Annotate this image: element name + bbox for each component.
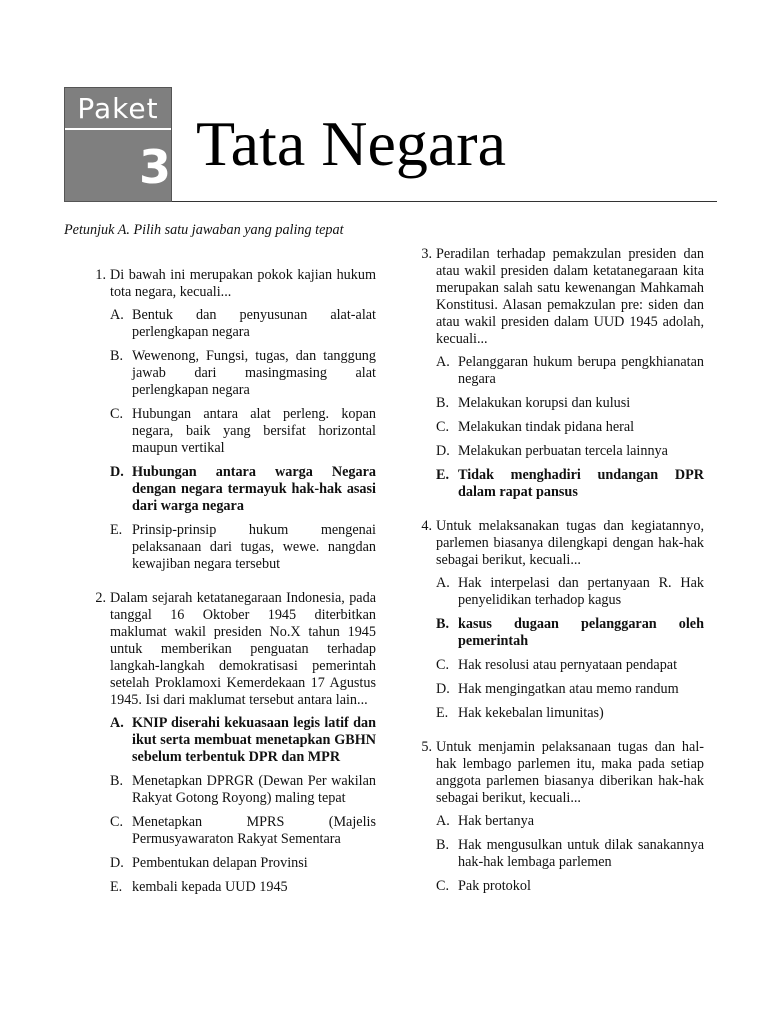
- option-letter: C.: [110, 814, 124, 830]
- option-text: Wewenong, Fungsi, tugas, dan tanggung jawab dari masingmasing alat perlengkapan negara: [132, 348, 376, 398]
- answer-option: [110, 307, 376, 341]
- option-text: Hak mengingatkan atau memo randum: [458, 681, 679, 697]
- answer-option: [110, 406, 376, 457]
- option-letter: A.: [436, 575, 450, 591]
- answer-option: [110, 855, 376, 872]
- option-text: Prinsip-prinsip hukum mengenai pelaksanaan dari tugas, wewe. nangdan kewajiban negara tersebut: [132, 522, 376, 572]
- title-underline: [172, 201, 717, 202]
- question-text: Dalam sejarah ketatanegaraan Indonesia, pada tanggal 16 Oktober 1945 diterbitkan maklumat wakil presiden No.X tahun 1945 untuk memberikan penguatan terhadap langkah-langkah demokratisasi pemerintah setelah Proklamoxi Kemerdekaan 17 Agustus 1945. Isi dari maklumat tersebut antara lain...: [110, 590, 376, 708]
- option-letter: C.: [436, 419, 450, 435]
- answer-option: [436, 878, 704, 895]
- left-question-list: [64, 267, 376, 903]
- page-title: Tata Negara: [196, 108, 506, 179]
- question-item: [64, 590, 376, 903]
- option-letter: E.: [436, 705, 449, 721]
- option-letter: D.: [436, 443, 450, 459]
- question-item: [412, 246, 704, 508]
- option-text: Hak mengusulkan untuk dilak sanakannya hak-hak lembaga parlemen: [458, 837, 704, 870]
- option-letter: B.: [436, 395, 450, 411]
- answer-option: [110, 348, 376, 399]
- option-letter: C.: [110, 406, 124, 422]
- option-letter: D.: [436, 681, 450, 697]
- question-number: 5.: [421, 739, 432, 755]
- option-text: Hubungan antara alat perleng. kopan negara, baik yang bersifat horizontal maupun vertikal: [132, 406, 376, 456]
- option-letter: E.: [436, 467, 450, 483]
- answer-option: [436, 395, 704, 412]
- option-text: Pelanggaran hukum berupa pengkhianatan negara: [458, 354, 704, 387]
- answer-option: [110, 522, 376, 573]
- answer-option: [436, 705, 704, 722]
- question-number: 1.: [95, 267, 106, 283]
- option-text: Tidak menghadiri undangan DPR dalam rapat pansus: [458, 467, 704, 500]
- question-body: [436, 518, 704, 729]
- option-text: Hak interpelasi dan pertanyaan R. Hak penyelidikan terhadop kagus: [458, 575, 704, 608]
- question-body: [436, 246, 704, 508]
- option-text: Hubungan antara warga Negara dengan negara termayuk hak-hak asasi dari warga negara: [132, 464, 376, 514]
- option-letter: A.: [110, 715, 124, 731]
- option-text: Menetapkan MPRS (Majelis Permusyawaraton Rakyat Sementara: [132, 814, 376, 847]
- option-text: Melakukan tindak pidana heral: [458, 419, 635, 435]
- option-letter: A.: [436, 813, 450, 829]
- answer-option: [436, 467, 704, 501]
- paket-label: Paket: [65, 88, 171, 130]
- option-letter: D.: [110, 855, 124, 871]
- question-body: [110, 267, 376, 580]
- option-letter: A.: [436, 354, 450, 370]
- question-text: Untuk melaksanakan tugas dan kegiatannyo, parlemen biasanya dilengkapi dengan hak-hak sebagai berikut, kecuali...: [436, 518, 704, 568]
- paket-number: 3: [138, 140, 171, 194]
- option-text: KNIP diserahi kekuasaan legis latif dan ikut serta membuat menetapkan GBHN sebelum terbentuk DPR dan MPR: [132, 715, 376, 765]
- paket-badge: [64, 87, 172, 202]
- option-letter: B.: [436, 616, 450, 632]
- answer-option: [110, 773, 376, 807]
- option-text: kasus dugaan pelanggaran oleh pemerintah: [458, 616, 704, 649]
- question-text: Untuk menjamin pelaksanaan tugas dan hal-hak lembago parlemen itu, maka pada setiap anggota parlemen biasanya diberikan hak-hak sebagai berikut, kecuali...: [436, 739, 704, 806]
- answer-option: [436, 681, 704, 698]
- answer-option: [436, 419, 704, 436]
- answer-option: [436, 575, 704, 609]
- question-body: [110, 590, 376, 903]
- right-column: [412, 246, 704, 912]
- option-letter: E.: [110, 879, 123, 895]
- option-text: Melakukan korupsi dan kulusi: [458, 395, 631, 411]
- option-letter: D.: [110, 464, 124, 480]
- option-text: Hak kekebalan limunitas): [458, 705, 604, 721]
- question-number: 2.: [95, 590, 106, 606]
- answer-option: [436, 813, 704, 830]
- option-letter: B.: [110, 348, 124, 364]
- question-item: [412, 518, 704, 729]
- question-item: [64, 267, 376, 580]
- option-text: Hak resolusi atau pernyataan pendapat: [458, 657, 678, 673]
- instruction-text: Petunjuk A. Pilih satu jawaban yang paling tepat: [64, 222, 344, 238]
- option-text: Pembentukan delapan Provinsi: [132, 855, 308, 871]
- option-text: kembali kepada UUD 1945: [132, 879, 288, 895]
- question-body: [436, 739, 704, 902]
- answer-option: [436, 354, 704, 388]
- option-text: Menetapkan DPRGR (Dewan Per wakilan Rakyat Gotong Royong) maling tepat: [132, 773, 376, 806]
- answer-option: [110, 814, 376, 848]
- right-question-list: [412, 246, 704, 902]
- answer-option: [436, 657, 704, 674]
- answer-option: [436, 443, 704, 460]
- answer-option: [110, 464, 376, 515]
- option-letter: B.: [436, 837, 450, 853]
- option-text: Hak bertanya: [458, 813, 535, 829]
- option-letter: C.: [436, 657, 450, 673]
- option-text: Pak protokol: [458, 878, 531, 894]
- option-letter: E.: [110, 522, 123, 538]
- question-number: 3.: [421, 246, 432, 262]
- answer-option: [110, 715, 376, 766]
- question-text: Peradilan terhadap pemakzulan presiden dan atau wakil presiden dalam ketatanegaraan kita merupakan salah satu kewenangan Mahkamah Konstitusi. Alasan pemakzulan pre: siden dan atau wakil presiden dalam UUD 1945 adolah, kecuali...: [436, 246, 704, 347]
- answer-option: [110, 879, 376, 896]
- question-item: [412, 739, 704, 902]
- left-column: [64, 222, 376, 913]
- option-letter: B.: [110, 773, 124, 789]
- answer-option: [436, 616, 704, 650]
- option-letter: C.: [436, 878, 450, 894]
- answer-option: [436, 837, 704, 871]
- option-letter: A.: [110, 307, 124, 323]
- option-text: Melakukan perbuatan tercela lainnya: [458, 443, 668, 459]
- option-text: Bentuk dan penyusunan alat-alat perlengkapan negara: [132, 307, 376, 340]
- question-number: 4.: [421, 518, 432, 534]
- question-text: Di bawah ini merupakan pokok kajian hukum tota negara, kecuali...: [110, 267, 376, 300]
